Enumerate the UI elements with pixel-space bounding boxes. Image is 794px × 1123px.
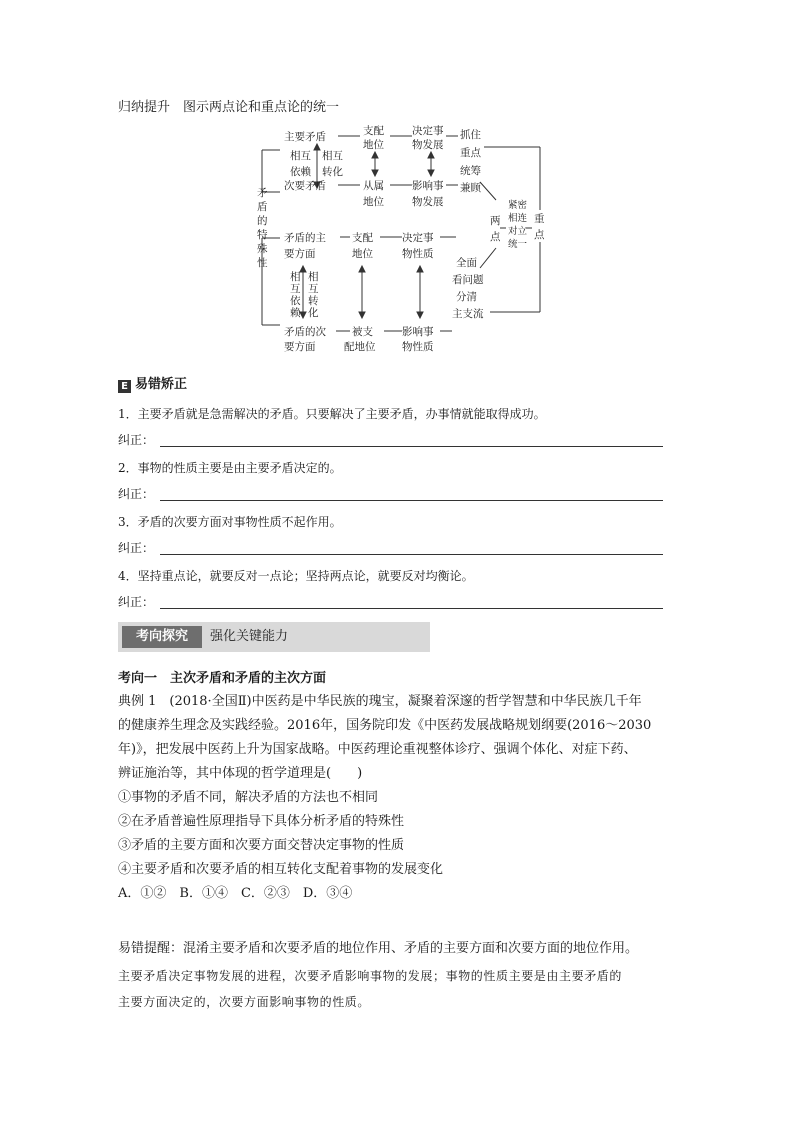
example-line: 典例 1 (2018·全国Ⅱ)中医药是中华民族的瑰宝，凝聚着深邃的哲学智慧和中华民族几千年	[118, 694, 642, 709]
lower-decide: 决定事	[402, 232, 434, 244]
option-3: ③矛盾的主要方面和次要方面交替决定事物的性质	[118, 838, 405, 853]
lower-overall: 分清	[456, 291, 477, 303]
answer-line-3[interactable]	[160, 554, 663, 555]
upper-trans: 转化	[322, 166, 343, 178]
correction-label: 纠正：	[118, 595, 155, 609]
two-points: 点	[490, 231, 501, 243]
upper-trans: 相互	[322, 150, 343, 162]
main-aspect: 矛盾的主	[284, 232, 326, 244]
lower-dep: 赖	[290, 307, 301, 319]
two-points: 两	[490, 215, 501, 227]
option-4: ④主要矛盾和次要矛盾的相互转化支配着事物的发展变化	[118, 862, 444, 877]
answer-line-1[interactable]	[160, 446, 663, 447]
banner-label: 考向探究	[122, 626, 202, 648]
secondary-aspect: 要方面	[284, 341, 316, 353]
upper-focus: 统筹	[460, 165, 481, 177]
corrections-heading-text: 易错矫正	[135, 377, 188, 392]
root-char: 的	[257, 215, 268, 227]
root-char: 矛	[257, 187, 268, 199]
answer-line-4[interactable]	[160, 608, 663, 609]
correction-label: 纠正：	[118, 487, 155, 501]
upper-influence: 物发展	[412, 196, 444, 208]
option-1: ①事物的矛盾不同，解决矛盾的方法也不相同	[118, 790, 379, 805]
root-char: 殊	[257, 243, 268, 255]
lower-influence: 物性质	[402, 341, 434, 353]
unity-text: 紧密	[508, 200, 528, 211]
correction-label: 纠正：	[118, 433, 155, 447]
lower-trans: 化	[308, 307, 319, 319]
unity-text: 相连	[508, 213, 528, 224]
upper-influence: 影响事	[412, 180, 444, 192]
upper-decide: 决定事	[412, 125, 444, 137]
correction-item-2: 2．事物的性质主要是由主要矛盾决定的。	[118, 461, 342, 475]
key-point: 重	[534, 213, 545, 225]
unity-text: 对立	[508, 226, 528, 237]
upper-focus: 重点	[460, 147, 481, 159]
tip-line: 主要矛盾决定事物发展的进程，次要矛盾影响事物的发展；事物的性质主要是由主要矛盾的	[118, 969, 623, 983]
option-2: ②在矛盾普遍性原理指导下具体分析矛盾的特殊性	[118, 814, 405, 829]
concept-diagram	[0, 118, 794, 478]
lower-dominated: 配地位	[344, 341, 376, 353]
upper-dep: 依赖	[290, 166, 311, 178]
lower-trans: 相	[308, 271, 319, 283]
example-line: 年)》，把发展中医药上升为国家战略。中医药理论重视整体诊疗、强调个体化、对症下药、	[118, 742, 637, 757]
correction-item-3: 3．矛盾的次要方面对事物性质不起作用。	[118, 515, 342, 529]
root-char: 性	[257, 257, 268, 269]
answer-choices: A．①② B．①④ C．②③ D．③④	[118, 886, 353, 901]
tip-line: 易错提醒：混淆主要矛盾和次要矛盾的地位作用、矛盾的主要方面和次要方面的地位作用。	[118, 941, 639, 956]
banner-sublabel: 强化关键能力	[210, 629, 289, 644]
root-char: 特	[257, 229, 268, 241]
summary-title: 归纳提升 图示两点论和重点论的统一	[118, 100, 340, 115]
answer-line-2[interactable]	[160, 500, 663, 501]
correction-item-4: 4．坚持重点论，就要反对一点论；坚持两点论，就要反对均衡论。	[118, 569, 474, 583]
lower-dominated: 被支	[352, 326, 373, 338]
lower-dep: 依	[290, 295, 301, 307]
e-badge-icon: E	[118, 380, 131, 393]
key-point: 点	[534, 229, 545, 241]
upper-subordinate: 地位	[363, 196, 384, 208]
lower-influence: 影响事	[402, 326, 434, 338]
secondary-contradiction: 次要矛盾	[284, 180, 326, 192]
lower-dep: 互	[290, 283, 301, 295]
corrections-heading	[118, 373, 187, 393]
example-line: 的健康养生理念及实践经验。2016年，国务院印发《中医药发展战略规划纲要(2016～2030	[118, 718, 652, 733]
tip-line: 主要方面决定的，次要方面影响事物的性质。	[118, 995, 371, 1009]
section-title: 考向一 主次矛盾和矛盾的主次方面	[118, 671, 327, 686]
upper-focus: 抓住	[460, 129, 481, 141]
correction-label: 纠正：	[118, 541, 155, 555]
lower-trans: 互	[308, 283, 319, 295]
lower-overall: 全面	[456, 257, 477, 269]
lower-overall: 主支流	[452, 308, 484, 320]
correction-item-1: 1．主要矛盾就是急需解决的矛盾。只要解决了主要矛盾，办事情就能取得成功。	[118, 407, 546, 421]
main-aspect: 要方面	[284, 248, 316, 260]
lower-dominate: 支配	[352, 232, 373, 244]
lower-decide: 物性质	[402, 248, 434, 260]
upper-focus: 兼顾	[460, 182, 481, 194]
upper-dep: 相互	[290, 150, 311, 162]
lower-overall: 看问题	[452, 274, 484, 286]
lower-trans: 转	[308, 295, 319, 307]
root-char: 盾	[257, 201, 268, 213]
lower-dep: 相	[290, 271, 301, 283]
secondary-aspect: 矛盾的次	[284, 326, 326, 338]
upper-subordinate: 从属	[363, 180, 384, 192]
upper-decide: 物发展	[412, 139, 444, 151]
upper-dominate: 地位	[363, 139, 384, 151]
unity-text: 统一	[508, 239, 528, 250]
example-line: 辨证施治等，其中体现的哲学道理是( )	[118, 766, 363, 781]
section-banner	[118, 622, 430, 652]
upper-dominate: 支配	[363, 125, 384, 137]
lower-dominate: 地位	[352, 248, 373, 260]
main-contradiction: 主要矛盾	[284, 131, 326, 143]
